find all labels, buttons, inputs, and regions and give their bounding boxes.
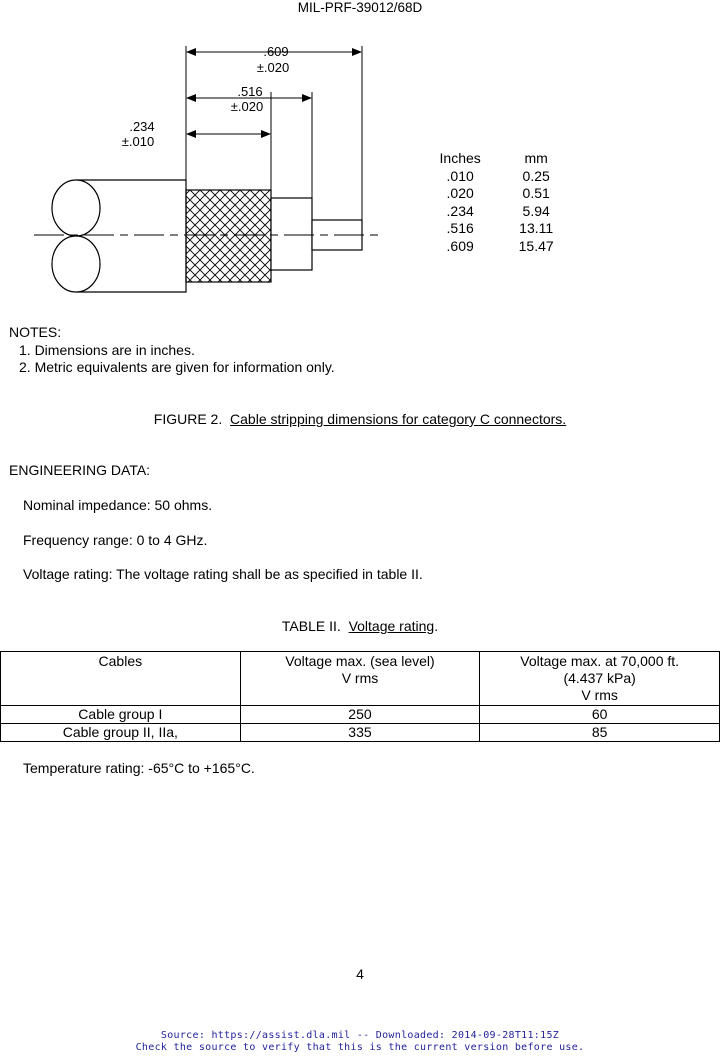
metric-conversion-table (428, 150, 580, 255)
figure-label: FIGURE 2. (153, 411, 223, 427)
conversion-row (428, 185, 580, 203)
conversion-row (428, 168, 580, 186)
cable-end-upper (52, 180, 100, 236)
note-item: 2. Metric equivalents are given for information only. (19, 359, 335, 375)
header-text: Voltage max. at 70,000 ft. (520, 653, 680, 669)
inches-header: Inches (439, 150, 481, 166)
figure-notes (9, 324, 335, 377)
conversion-row (428, 220, 580, 238)
engineering-heading: ENGINEERING DATA: (9, 462, 151, 478)
temperature-text: Temperature rating: -65°C to +165°C. (23, 760, 255, 776)
header-text: V rms (581, 687, 618, 703)
page-number: 4 (356, 966, 364, 982)
notes-heading: NOTES: (9, 324, 62, 340)
inch-value: .010 (446, 167, 474, 184)
dim-516-value: .516 (237, 84, 263, 99)
table-caption (0, 618, 720, 634)
document-id: MIL-PRF-39012/68D (297, 0, 423, 15)
dim-234-value: .234 (129, 119, 155, 134)
mm-value: 0.51 (522, 185, 550, 201)
sea-level-cell: 250 (240, 706, 480, 724)
mm-value: 5.94 (522, 202, 550, 219)
dim-609-tol: ±.020 (256, 60, 290, 75)
mm-value: 15.47 (518, 237, 554, 254)
header-text: Voltage max. (sea level) (285, 653, 435, 669)
altitude-cell: 85 (480, 724, 720, 742)
cable-end-lower (52, 236, 100, 292)
note-item: 1. Dimensions are in inches. (19, 341, 195, 358)
table-row (1, 724, 720, 742)
figure-caption (0, 411, 720, 427)
table-row (1, 706, 720, 724)
voltage-text: Voltage rating: The voltage rating shall be as specified in table II. (23, 566, 423, 582)
mm-header: mm (524, 150, 548, 166)
inch-value: .020 (446, 185, 474, 201)
mm-value: 13.11 (519, 220, 554, 236)
col-header-cables (1, 652, 241, 706)
frequency-text: Frequency range: 0 to 4 GHz. (23, 532, 208, 548)
table-title-period: . (434, 618, 439, 634)
sea-level-cell: 335 (240, 724, 480, 742)
cable-cell: Cable group II, IIa, (1, 724, 241, 742)
table-label: TABLE II. (281, 618, 341, 634)
table-title: Voltage rating (348, 618, 435, 634)
conversion-row (428, 203, 580, 221)
voltage-rating-table (0, 651, 720, 742)
mm-value: 0.25 (522, 167, 550, 184)
footer-source: Source: https://assist.dla.mil -- Downloaded: 2014-09-28T11:15Z (160, 1030, 560, 1041)
cable-stripping-drawing (20, 30, 390, 300)
conversion-header (428, 150, 580, 168)
altitude-cell: 60 (480, 706, 720, 724)
footer-check: Check the source to verify that this is the current version before use. (135, 1042, 585, 1053)
dim-609-value: .609 (263, 44, 289, 59)
conversion-row (428, 238, 580, 256)
dim-516-tol: ±.020 (230, 99, 264, 114)
inch-value: .234 (446, 202, 474, 219)
header-text: V rms (341, 670, 379, 686)
inch-value: .609 (446, 237, 474, 254)
table-header-row (1, 652, 720, 706)
dim-234-tol: ±.010 (121, 134, 155, 149)
braid-section (186, 190, 271, 282)
inch-value: .516 (446, 220, 474, 236)
dielectric-section (271, 198, 312, 270)
header-text: (4.437 kPa) (563, 670, 636, 686)
col-header-altitude (480, 652, 720, 706)
col-header-sea-level (240, 652, 480, 706)
download-footer (0, 1030, 720, 1054)
figure-title: Cable stripping dimensions for category C connectors. (230, 411, 567, 427)
cable-cell: Cable group I (1, 706, 241, 724)
header-text: Cables (98, 653, 143, 669)
impedance-text: Nominal impedance: 50 ohms. (23, 497, 213, 513)
